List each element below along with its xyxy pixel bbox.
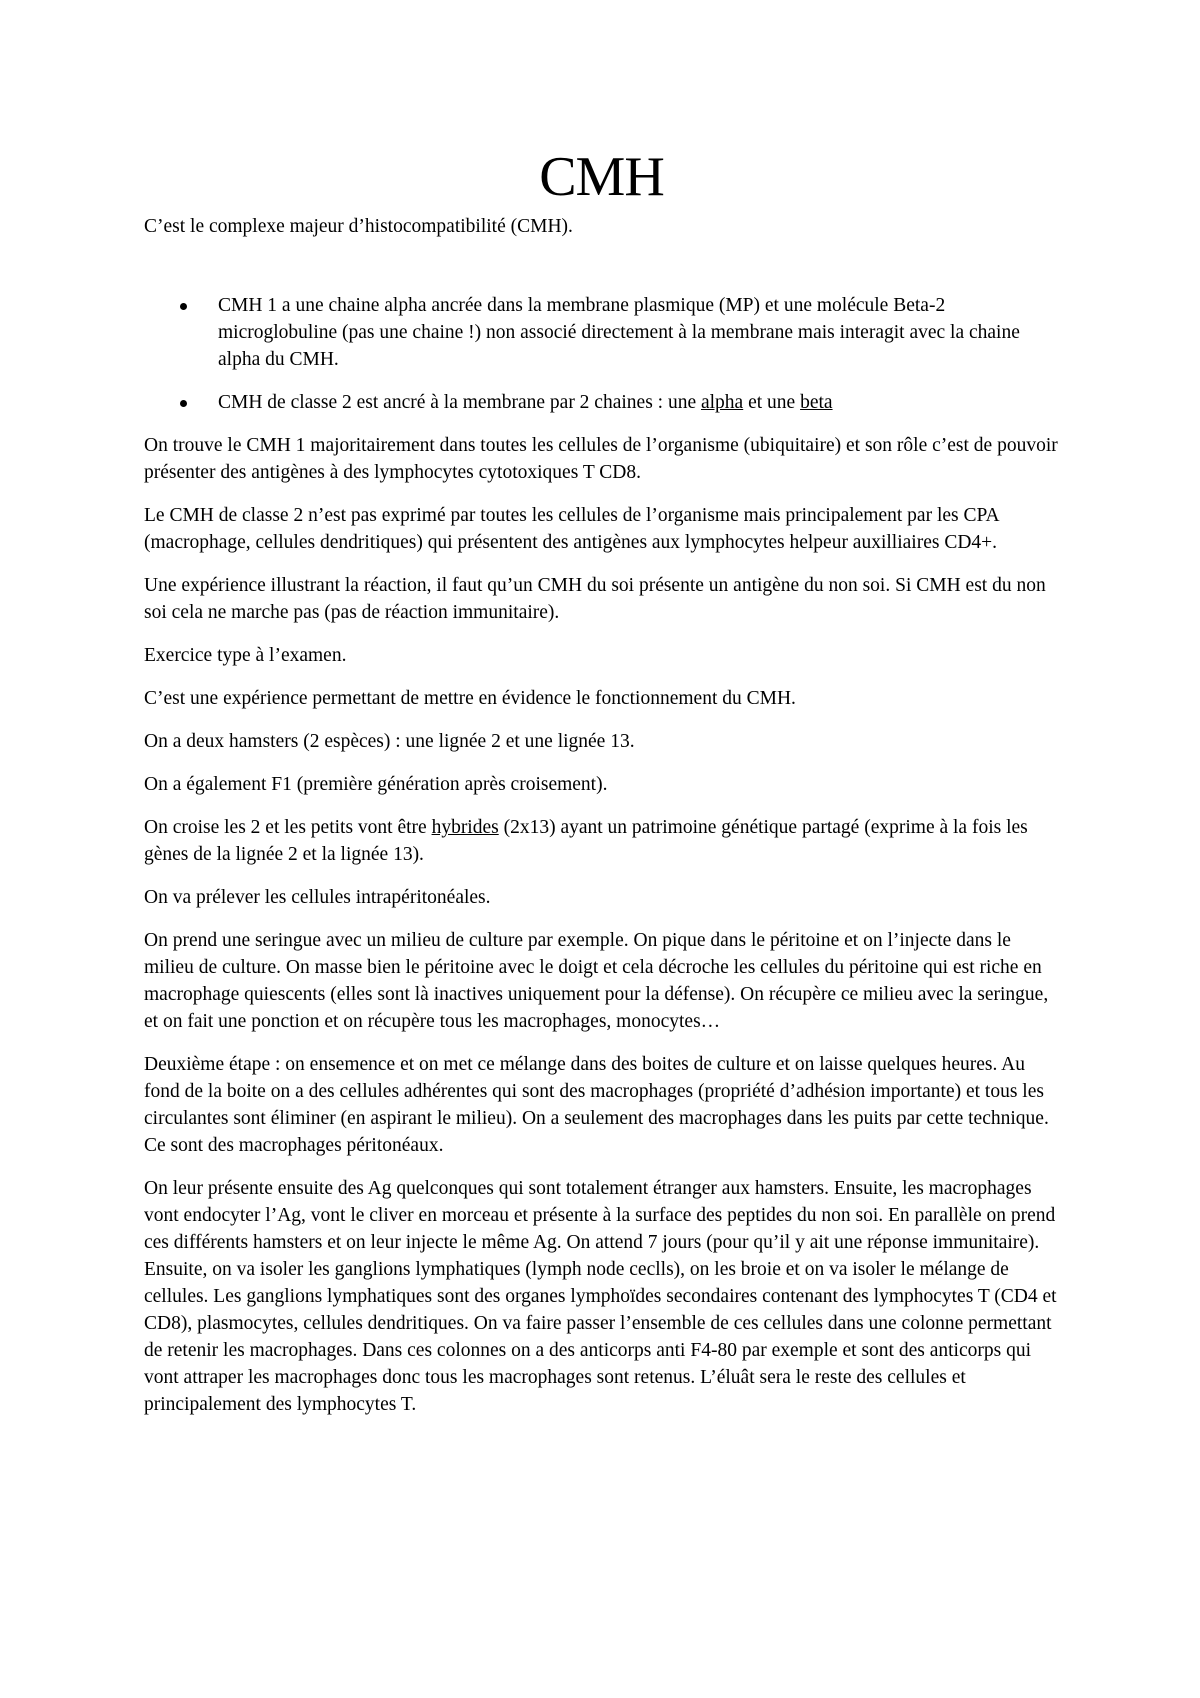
- paragraph-second-step: Deuxième étape : on ensemence et on met ce mélange dans des boites de culture et on laisse quelques heures. Au fond de la boite on a des cellules adhérentes qui sont des macrophages (propriété d’adhésion importante) et tous les circulantes sont éliminer (en aspirant le milieu). On a seulement des macrophages dans les puits par cette technique. Ce sont des macrophages péritonéaux.: [144, 1054, 1049, 1156]
- underlined-word-hybrides: hybrides: [431, 817, 499, 838]
- underlined-word-alpha: alpha: [700, 392, 744, 413]
- underlined-word-beta: beta: [800, 392, 833, 413]
- paragraph-exam-note: Exercice type à l’examen.: [144, 645, 347, 666]
- list-item-text-start: CMH de classe 2 est ancré à la membrane par 2 chaines : une: [218, 392, 701, 413]
- bullet-list: [144, 292, 1059, 416]
- paragraph-crossing: [144, 814, 1059, 868]
- paragraph-hamsters: On a deux hamsters (2 espèces) : une lignée 2 et une lignée 13.: [144, 731, 635, 752]
- paragraph-cmh1-role: On trouve le CMH 1 majoritairement dans toutes les cellules de l’organisme (ubiquitaire) et son rôle c’est de pouvoir présenter des antigènes à des lymphocytes cytotoxiques T CD8.: [144, 435, 1058, 483]
- document-body: [144, 145, 1059, 1434]
- paragraph-sampling: On va prélever les cellules intrapéritonéales.: [144, 887, 491, 908]
- intro-paragraph: C’est le complexe majeur d’histocompatibilité (CMH).: [144, 216, 573, 237]
- page-title: CMH: [539, 146, 664, 208]
- paragraph-syringe-procedure: On prend une seringue avec un milieu de culture par exemple. On pique dans le péritoine et on l’injecte dans le milieu de culture. On masse bien le péritoine avec le doigt et cela décroche les cellules du péritoine qui est riche en macrophage quiescents (elles sont là inactives uniquement pour la défense). On récupère ce milieu avec la seringue, et on fait une ponction et on récupère tous les macrophages, monocytes…: [144, 930, 1049, 1032]
- paragraph-experiment-intro: Une expérience illustrant la réaction, il faut qu’un CMH du soi présente un antigène du non soi. Si CMH est du non soi cela ne marche pas (pas de réaction immunitaire).: [144, 575, 1046, 623]
- list-item: [144, 292, 1059, 373]
- list-item-text: CMH 1 a une chaine alpha ancrée dans la membrane plasmique (MP) et une molécule Beta-2 microglobuline (pas une chaine !) non associé directement à la membrane mais interagit avec la chaine alpha du CMH.: [218, 295, 1020, 370]
- bullet-icon: [180, 303, 187, 310]
- paragraph-f1: On a également F1 (première génération après croisement).: [144, 774, 608, 795]
- list-item: [144, 389, 1059, 416]
- paragraph-experiment-purpose: C’est une expérience permettant de mettre en évidence le fonctionnement du CMH.: [144, 688, 796, 709]
- paragraph-crossing-end: (2x13) ayant un patrimoine génétique partagé (exprime à la fois les gènes de la lignée 2 et la lignée 13).: [144, 817, 1028, 865]
- bullet-icon: [180, 400, 187, 407]
- list-item-text-mid: et une: [743, 392, 801, 413]
- paragraph-cmh2-expression: Le CMH de classe 2 n’est pas exprimé par toutes les cellules de l’organisme mais principalement par les CPA (macrophage, cellules dendritiques) qui présentent des antigènes aux lymphocytes helpeur auxilliaires CD4+.: [144, 505, 999, 553]
- paragraph-antigen-presentation: On leur présente ensuite des Ag quelconques qui sont totalement étranger aux hamsters. Ensuite, les macrophages vont endocyter l’Ag, vont le cliver en morceau et présente à la surface des peptides du non soi. En parallèle on prend ces différents hamsters et on leur injecte le même Ag. On attend 7 jours (pour qu’il y ait une réponse immunitaire). Ensuite, on va isoler les ganglions lymphatiques (lymph node ceclls), on les broie et on va isoler le mélange de cellules. Les ganglions lymphatiques sont des organes lymphoïdes secondaires contenant des lymphocytes T (CD4 et CD8), plasmocytes, cellules dendritiques. On va faire passer l’ensemble de ces cellules dans une colonne permettant de retenir les macrophages. Dans ces colonnes on a des anticorps anti F4-80 par exemple et sont des anticorps qui vont attraper les macrophages donc tous les macrophages sont retenus. L’éluât sera le reste des cellules et principalement des lymphocytes T.: [144, 1178, 1057, 1415]
- paragraph-crossing-start: On croise les 2 et les petits vont être: [144, 817, 432, 838]
